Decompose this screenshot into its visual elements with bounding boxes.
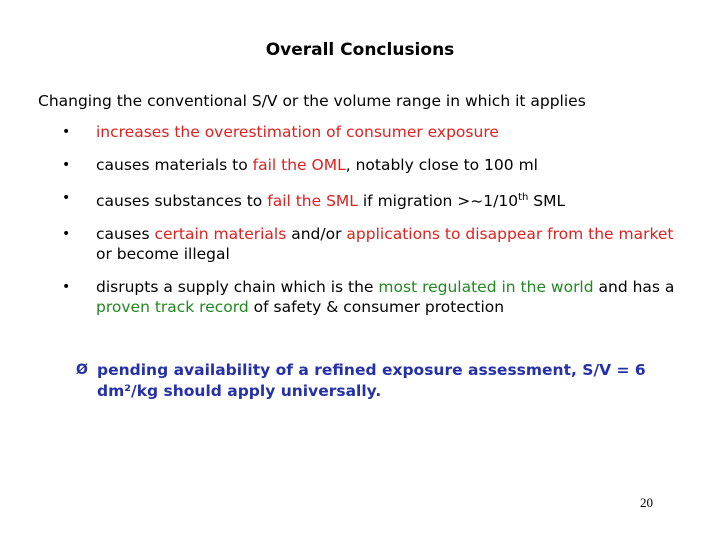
bullet-text-segment: increases the overestimation of consumer exposure	[96, 123, 499, 141]
bullet-item	[62, 224, 692, 264]
bullet-text-segment: certain materials	[154, 225, 287, 244]
bullet-item	[62, 277, 692, 317]
bullet-icon: •	[62, 157, 71, 173]
bullet-text-segment: most regulated in the world	[378, 278, 594, 297]
bullet-text-segment: th	[518, 192, 529, 203]
bullet-text-segment: applications to disappear from the market	[346, 225, 674, 244]
bullet-item	[62, 155, 692, 175]
bullet-text-segment: and has a	[593, 278, 675, 297]
bullet-text	[96, 192, 565, 210]
bullet-text-segment: disrupts a supply chain which is the	[96, 278, 379, 297]
bullet-item	[62, 188, 692, 211]
bullet-text-segment: causes materials to	[96, 156, 253, 174]
bullet-text-segment: causes	[96, 225, 155, 244]
bullet-text	[96, 225, 674, 263]
conclusion-block	[76, 360, 676, 402]
bullet-text-segment: proven track record	[96, 298, 249, 317]
bullet-text-segment: or become illegal	[96, 245, 230, 264]
conclusion-text: pending availability of a refined exposure assessment, S/V = 6 dm²/kg should apply universally.	[97, 361, 646, 400]
bullet-text-segment: causes substances to	[96, 192, 268, 211]
bullet-text-segment: , notably close to 100 ml	[345, 156, 538, 174]
bullet-text-segment: and/or	[286, 225, 347, 244]
bullet-icon: •	[62, 190, 71, 206]
slide-title: Overall Conclusions	[265, 40, 455, 60]
bullet-item	[62, 122, 692, 142]
bullet-text	[96, 123, 499, 141]
arrow-bullet-icon: Ø	[76, 362, 88, 378]
bullet-icon: •	[62, 279, 71, 296]
bullet-text-segment: if migration >~1/10	[357, 192, 519, 211]
bullet-text-segment: fail the OML	[252, 156, 346, 174]
bullet-list	[62, 122, 692, 317]
bullet-icon: •	[62, 226, 71, 243]
bullet-text	[96, 278, 674, 316]
bullet-text-segment: SML	[528, 192, 566, 211]
intro-text: Changing the conventional S/V or the volume range in which it applies	[38, 92, 586, 110]
bullet-icon: •	[62, 124, 71, 140]
bullet-text-segment: of safety & consumer protection	[248, 298, 505, 317]
bullet-text	[96, 156, 538, 174]
page-number: 20	[640, 495, 653, 510]
bullet-text-segment: fail the SML	[267, 192, 358, 211]
